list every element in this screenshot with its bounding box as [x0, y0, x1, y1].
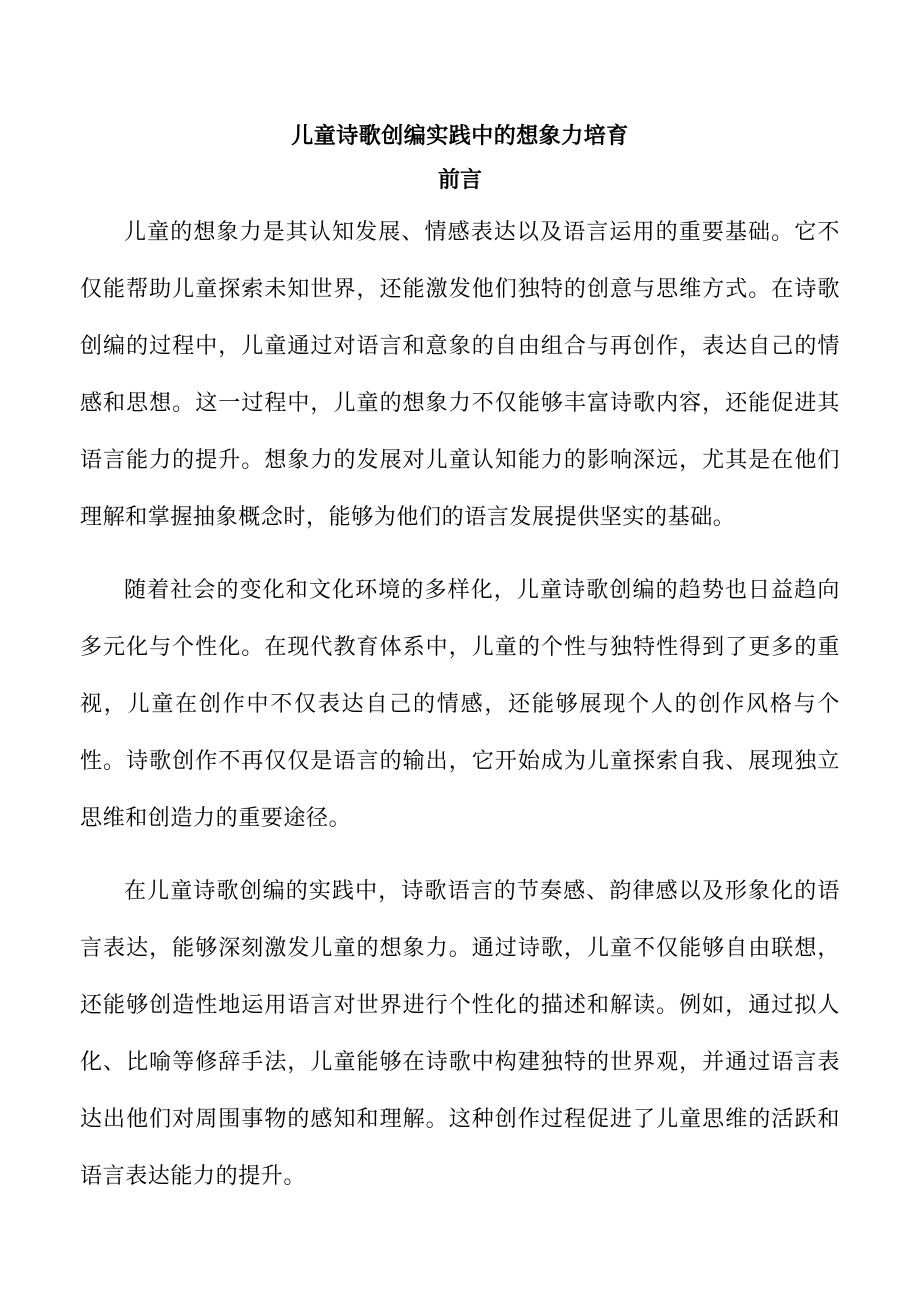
- document-page: [80, 114, 840, 1205]
- document-title: 儿童诗歌创编实践中的想象力培育: [291, 123, 629, 149]
- section-heading: 前言: [437, 167, 482, 193]
- paragraph-1: 儿童的想象力是其认知发展、情感表达以及语言运用的重要基础。它不仅能帮助儿童探索未知世界，还能激发他们独特的创意与思维方式。在诗歌创编的过程中，儿童通过对语言和意象的自由组合与再创作，表达自己的情感和思想。这一过程中，儿童的想象力不仅能够丰富诗歌内容，还能促进其语言能力的提升。想象力的发展对儿童认知能力的影响深远，尤其是在他们理解和掌握抽象概念时，能够为他们的语言发展提供坚实的基础。: [80, 220, 840, 530]
- paragraph-2: 随着社会的变化和文化环境的多样化，儿童诗歌创编的趋势也日益趋向多元化与个性化。在现代教育体系中，儿童的个性与独特性得到了更多的重视，儿童在创作中不仅表达自己的情感，还能够展现个人的创作风格与个性。诗歌创作不再仅仅是语言的输出，它开始成为儿童探索自我、展现独立思维和创造力的重要途径。: [80, 578, 840, 831]
- paragraph-3: 在儿童诗歌创编的实践中，诗歌语言的节奏感、韵律感以及形象化的语言表达，能够深刻激发儿童的想象力。通过诗歌，儿童不仅能够自由联想，还能够创造性地运用语言对世界进行个性化的描述和解读。例如，通过拟人化、比喻等修辞手法，儿童能够在诗歌中构建独特的世界观，并通过语言表达出他们对周围事物的感知和理解。这种创作过程促进了儿童思维的活跃和语言表达能力的提升。: [80, 879, 840, 1189]
